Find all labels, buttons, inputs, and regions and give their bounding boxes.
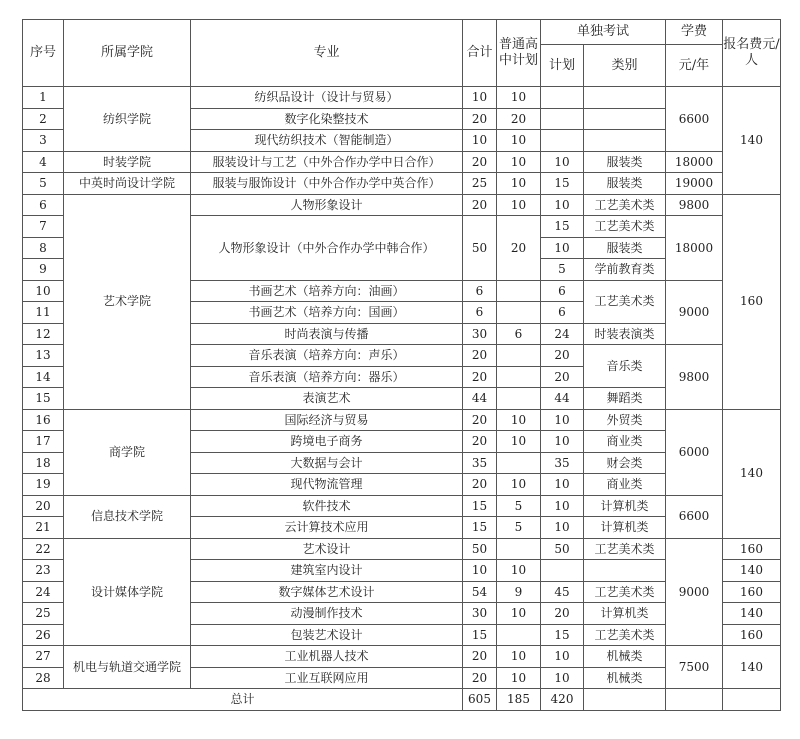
total-cell: 20 [463,431,497,453]
regular-cell: 10 [497,560,541,582]
row-seq: 22 [23,538,64,560]
row-seq: 15 [23,388,64,410]
single-plan-cell: 15 [541,216,584,238]
single-type-cell: 舞蹈类 [584,388,666,410]
total-cell: 10 [463,130,497,152]
row-seq: 5 [23,173,64,195]
single-type-cell: 工艺美术类 [584,538,666,560]
totals-label: 总计 [23,689,463,711]
single-type-cell: 计算机类 [584,603,666,625]
row-seq: 4 [23,151,64,173]
single-plan-cell [541,108,584,130]
single-plan-cell: 35 [541,452,584,474]
major-cell: 工业互联网应用 [191,667,463,689]
fee-cell: 160 [723,624,781,646]
regular-cell: 10 [497,431,541,453]
single-plan-cell: 6 [541,280,584,302]
regular-cell: 9 [497,581,541,603]
row-seq: 27 [23,646,64,668]
single-plan-cell: 10 [541,667,584,689]
fee-cell: 140 [723,560,781,582]
tuition-cell: 19000 [666,173,723,195]
regular-cell [497,624,541,646]
major-cell: 包装艺术设计 [191,624,463,646]
major-cell: 书画艺术（培养方向：油画） [191,280,463,302]
single-type-cell: 外贸类 [584,409,666,431]
regular-cell: 10 [497,151,541,173]
major-cell: 现代纺织技术（智能制造） [191,130,463,152]
row-seq: 1 [23,87,64,109]
tuition-cell: 9000 [666,538,723,646]
major-cell: 云计算技术应用 [191,517,463,539]
single-type-cell: 工艺美术类 [584,624,666,646]
header-college: 所属学院 [64,20,191,87]
totals-single-plan: 420 [541,689,584,711]
major-cell: 服装设计与工艺（中外合作办学中日合作） [191,151,463,173]
tuition-cell: 6600 [666,87,723,152]
regular-cell [497,345,541,367]
total-cell: 15 [463,624,497,646]
total-cell: 15 [463,495,497,517]
tuition-cell: 18000 [666,151,723,173]
total-cell: 50 [463,216,497,281]
header-seq: 序号 [23,20,64,87]
single-plan-cell: 44 [541,388,584,410]
row-seq: 12 [23,323,64,345]
regular-cell: 10 [497,173,541,195]
total-cell: 20 [463,409,497,431]
total-cell: 10 [463,87,497,109]
regular-cell: 20 [497,108,541,130]
single-type-cell: 计算机类 [584,495,666,517]
regular-cell: 10 [497,603,541,625]
tuition-cell: 9000 [666,280,723,345]
single-type-cell: 工艺美术类 [584,581,666,603]
total-cell: 20 [463,194,497,216]
fee-cell: 160 [723,194,781,409]
single-type-cell: 机械类 [584,646,666,668]
college-cell: 机电与轨道交通学院 [64,646,191,689]
tuition-cell: 6000 [666,409,723,495]
single-type-cell: 服装类 [584,173,666,195]
regular-cell: 20 [497,216,541,281]
single-type-cell: 服装类 [584,151,666,173]
row-seq: 11 [23,302,64,324]
row-seq: 7 [23,216,64,238]
regular-cell [497,388,541,410]
single-type-cell: 商业类 [584,474,666,496]
row-seq: 3 [23,130,64,152]
header-regular-plan: 普通高中计划 [497,20,541,87]
major-cell: 时尚表演与传播 [191,323,463,345]
single-plan-cell: 10 [541,409,584,431]
single-plan-cell [541,560,584,582]
single-plan-cell: 24 [541,323,584,345]
totals-total: 605 [463,689,497,711]
regular-cell: 5 [497,495,541,517]
college-cell: 中英时尚设计学院 [64,173,191,195]
major-cell: 建筑室内设计 [191,560,463,582]
header-single-exam: 单独考试 [541,20,666,45]
major-cell: 人物形象设计 [191,194,463,216]
header-major: 专业 [191,20,463,87]
single-plan-cell: 5 [541,259,584,281]
college-cell: 艺术学院 [64,194,191,409]
single-plan-cell: 45 [541,581,584,603]
total-cell: 30 [463,323,497,345]
row-seq: 25 [23,603,64,625]
header-tuition: 学费 [666,20,723,45]
row-seq: 26 [23,624,64,646]
major-cell: 艺术设计 [191,538,463,560]
total-cell: 50 [463,538,497,560]
single-type-cell: 学前教育类 [584,259,666,281]
regular-cell: 6 [497,323,541,345]
total-cell: 15 [463,517,497,539]
single-plan-cell: 10 [541,431,584,453]
regular-cell [497,366,541,388]
total-cell: 6 [463,280,497,302]
single-type-cell: 工艺美术类 [584,216,666,238]
row-seq: 18 [23,452,64,474]
totals-regular: 185 [497,689,541,711]
fee-cell: 140 [723,646,781,689]
major-cell: 跨境电子商务 [191,431,463,453]
total-cell: 20 [463,474,497,496]
row-seq: 28 [23,667,64,689]
total-cell: 44 [463,388,497,410]
row-seq: 2 [23,108,64,130]
row-seq: 13 [23,345,64,367]
college-cell: 信息技术学院 [64,495,191,538]
college-cell: 纺织学院 [64,87,191,152]
tuition-cell: 18000 [666,216,723,281]
single-type-cell: 计算机类 [584,517,666,539]
row-seq: 21 [23,517,64,539]
regular-cell [497,452,541,474]
single-type-cell [584,87,666,109]
regular-cell: 5 [497,517,541,539]
single-type-cell [584,130,666,152]
total-cell: 25 [463,173,497,195]
fee-cell: 140 [723,603,781,625]
tuition-cell: 6600 [666,495,723,538]
total-cell: 20 [463,646,497,668]
header-application-fee: 报名费元/人 [723,20,781,87]
single-plan-cell: 10 [541,237,584,259]
single-plan-cell: 10 [541,194,584,216]
regular-cell [497,280,541,302]
single-plan-cell: 20 [541,366,584,388]
single-type-cell: 商业类 [584,431,666,453]
college-cell: 设计媒体学院 [64,538,191,646]
total-cell: 20 [463,108,497,130]
single-type-cell [584,560,666,582]
regular-cell: 10 [497,646,541,668]
major-cell: 人物形象设计（中外合作办学中韩合作） [191,216,463,281]
major-cell: 表演艺术 [191,388,463,410]
total-cell: 54 [463,581,497,603]
row-seq: 24 [23,581,64,603]
regular-cell: 10 [497,474,541,496]
fee-cell: 160 [723,581,781,603]
college-cell: 商学院 [64,409,191,495]
regular-cell: 10 [497,194,541,216]
single-plan-cell: 10 [541,495,584,517]
major-cell: 国际经济与贸易 [191,409,463,431]
single-type-cell: 时装表演类 [584,323,666,345]
single-plan-cell: 6 [541,302,584,324]
college-cell: 时装学院 [64,151,191,173]
single-plan-cell: 50 [541,538,584,560]
regular-cell: 10 [497,409,541,431]
single-plan-cell: 15 [541,173,584,195]
major-cell: 大数据与会计 [191,452,463,474]
single-plan-cell: 10 [541,474,584,496]
regular-cell [497,302,541,324]
major-cell: 动漫制作技术 [191,603,463,625]
total-cell: 30 [463,603,497,625]
fee-cell: 140 [723,409,781,538]
regular-cell [497,538,541,560]
total-cell: 10 [463,560,497,582]
row-seq: 16 [23,409,64,431]
single-plan-cell [541,87,584,109]
major-cell: 工业机器人技术 [191,646,463,668]
single-type-cell: 机械类 [584,667,666,689]
fee-cell: 160 [723,538,781,560]
total-cell: 20 [463,667,497,689]
major-cell: 音乐表演（培养方向：器乐） [191,366,463,388]
regular-cell: 10 [497,130,541,152]
single-type-cell [584,108,666,130]
header-single-type: 类别 [584,45,666,87]
fee-cell: 140 [723,87,781,195]
row-seq: 10 [23,280,64,302]
major-cell: 书画艺术（培养方向：国画） [191,302,463,324]
single-type-cell: 音乐类 [584,345,666,388]
single-plan-cell: 10 [541,151,584,173]
tuition-cell: 9800 [666,194,723,216]
tuition-cell: 9800 [666,345,723,410]
major-cell: 现代物流管理 [191,474,463,496]
major-cell: 软件技术 [191,495,463,517]
row-seq: 17 [23,431,64,453]
total-cell: 20 [463,345,497,367]
total-cell: 6 [463,302,497,324]
header-tuition-unit: 元/年 [666,45,723,87]
enrollment-plan-table [22,19,781,711]
totals-empty [723,689,781,711]
major-cell: 纺织品设计（设计与贸易） [191,87,463,109]
single-plan-cell: 10 [541,646,584,668]
major-cell: 数字媒体艺术设计 [191,581,463,603]
total-cell: 20 [463,151,497,173]
row-seq: 19 [23,474,64,496]
single-type-cell: 财会类 [584,452,666,474]
single-type-cell: 工艺美术类 [584,280,666,323]
major-cell: 音乐表演（培养方向：声乐） [191,345,463,367]
single-plan-cell: 10 [541,517,584,539]
regular-cell: 10 [497,667,541,689]
total-cell: 35 [463,452,497,474]
single-type-cell: 工艺美术类 [584,194,666,216]
totals-empty [666,689,723,711]
tuition-cell: 7500 [666,646,723,689]
major-cell: 数字化染整技术 [191,108,463,130]
total-cell: 20 [463,366,497,388]
header-single-plan: 计划 [541,45,584,87]
row-seq: 9 [23,259,64,281]
single-plan-cell [541,130,584,152]
single-plan-cell: 20 [541,603,584,625]
regular-cell: 10 [497,87,541,109]
major-cell: 服装与服饰设计（中外合作办学中英合作） [191,173,463,195]
row-seq: 20 [23,495,64,517]
row-seq: 23 [23,560,64,582]
row-seq: 8 [23,237,64,259]
header-total: 合计 [463,20,497,87]
totals-empty [584,689,666,711]
row-seq: 14 [23,366,64,388]
single-type-cell: 服装类 [584,237,666,259]
single-plan-cell: 20 [541,345,584,367]
row-seq: 6 [23,194,64,216]
single-plan-cell: 15 [541,624,584,646]
